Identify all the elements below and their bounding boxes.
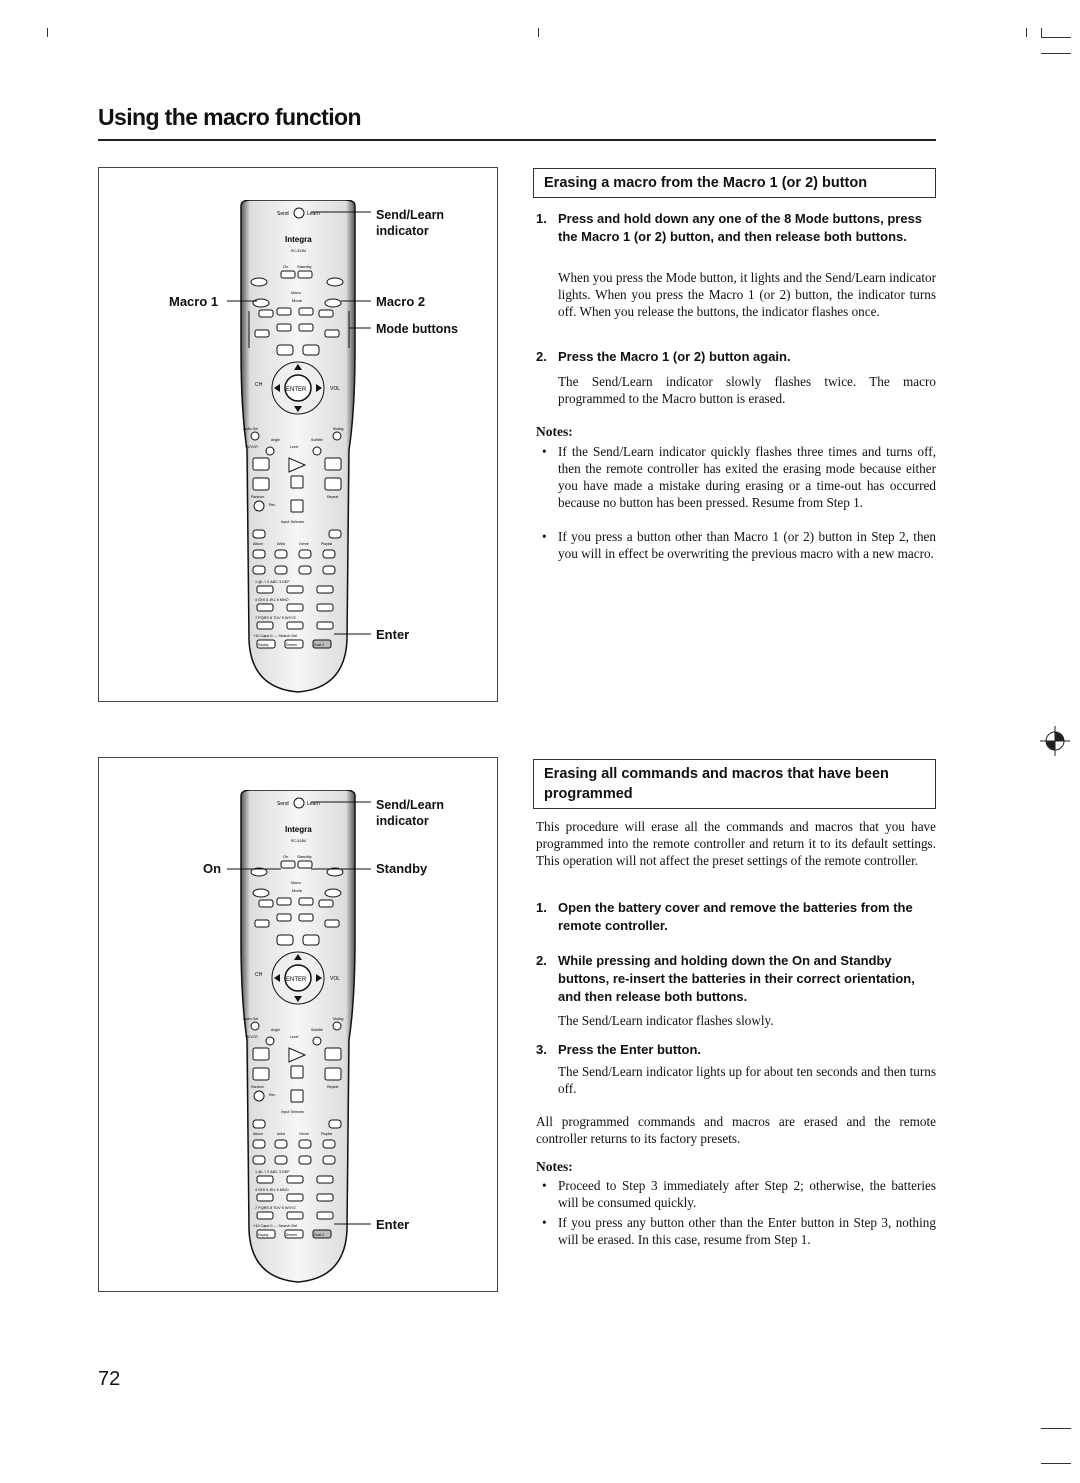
section1-step-2 [536, 348, 936, 366]
remote-angle-label: Angle [271, 1028, 280, 1032]
remote-vol-label: VOL [330, 976, 341, 982]
remote-level-label: Level [290, 1035, 299, 1039]
step-text: Open the battery cover and remove the batteries from the remote controller. [558, 900, 913, 933]
step-number: 2. [536, 953, 547, 968]
step-number: 3. [536, 1042, 547, 1057]
section2-step-2-desc: The Send/Learn indicator flashes slowly. [558, 1013, 774, 1028]
remote-dimmer-key: Dimmer [286, 1233, 298, 1237]
section1-step-1-desc: When you press the Mode button, it lights and the Send/Learn indicator lights. When you press the Macro 1 (or 2) button, the indicator turns off. When you release the buttons, the indicator flashes once. [558, 270, 936, 319]
section2-step-3 [536, 1041, 936, 1059]
remote-audio-sel-label: Audio Sel [243, 1017, 258, 1021]
page-title: Using the macro function [98, 104, 361, 130]
crop-mark [1041, 37, 1071, 38]
figure-remote-reset [98, 757, 498, 1292]
section2-intro: This procedure will erase all the commands and macros that you have programmed into the remote controller and return it to its default settings. This operation will not affect the preset settings of the remote controller. [536, 819, 936, 868]
remote-playlist-label: Playlist [321, 542, 333, 546]
note-text: Proceed to Step 3 immediately after Step 2; otherwise, the batteries will be consumed quickly. [558, 1178, 936, 1210]
page-number: 72 [98, 1368, 121, 1390]
remote-enter-key: ENTER [286, 977, 307, 983]
step-text: While pressing and holding down the On and Standby buttons, re-insert the batteries in their correct orientation, and then release both buttons. [558, 953, 915, 1004]
callout-indicator: indicator [376, 224, 429, 238]
callout-send-learn: Send/Learn [376, 798, 445, 812]
remote-keys-row1: 1 @.-'/ 2 ABC 3 DEF [255, 1170, 290, 1174]
remote-keys-row4: +10 Caps 0 --- Search Del [253, 1224, 298, 1228]
remote-macro-label: Macro [291, 291, 301, 295]
remote-keys-row3: 7 PQRS 8 TUV 9 WXYZ [255, 616, 296, 620]
note-text: If you press a button other than Macro 1 (or 2) button in Step 2, then you will in effect be overwriting the previous macro with a new macro. [558, 529, 936, 561]
section2-step-1 [536, 899, 936, 935]
remote-muting-label: Muting [333, 427, 344, 431]
section2-notes-title: Notes: [536, 1159, 573, 1174]
note-text: If the Send/Learn indicator quickly flashes three times and turns off, then the remote controller has exited the erasing mode because either you have made a mistake during erasing or a time-out has occurred because no button has been pressed. Resume from Step 1. [558, 444, 936, 510]
crop-mark [47, 28, 48, 37]
remote-rec-label: Rec [269, 1093, 276, 1097]
remote-random-label: Random [251, 495, 265, 499]
remote-macro-label: Macro [291, 881, 301, 885]
remote-dimmer-key: Dimmer [286, 643, 298, 647]
section1-note-1: • If the Send/Learn indicator quickly flashes three times and turns off, then the remote controller has exited the erasing mode because either you have made a mistake during erasing or a time-out has occurred because no button has been pressed. Resume from Step 1. [542, 444, 936, 510]
callout-lines [99, 168, 497, 701]
remote-model: RC-514M [291, 249, 306, 253]
callout-indicator: indicator [376, 814, 429, 828]
section2-outro: All programmed commands and macros are erased and the remote controller returns to its factory presets. [536, 1114, 936, 1146]
remote-repeat-label: Repeat [327, 495, 339, 499]
section1-step-1 [536, 210, 936, 246]
remote-enter-key: ENTER [286, 387, 307, 393]
registration-target-icon [1040, 726, 1070, 756]
remote-tvvcr-label: TV/VCR [245, 445, 258, 449]
section2-heading: Erasing all commands and macros that have been programmed [533, 759, 936, 809]
crop-mark [1041, 1428, 1071, 1429]
crop-mark [1041, 53, 1071, 54]
remote-album-label: Album [253, 1132, 263, 1136]
crop-mark [1026, 28, 1027, 37]
remote-send-label: Send [277, 801, 289, 807]
step-number: 1. [536, 211, 547, 226]
section2-step-2 [536, 952, 936, 1006]
section2-step-3-desc: The Send/Learn indicator lights up for about ten seconds and then turns off. [558, 1064, 936, 1096]
remote-display-key: Display [258, 1233, 269, 1237]
note-text: If you press any button other than the Enter button in Step 3, nothing will be erased. In this case, resume from Step 1. [558, 1215, 936, 1247]
remote-standby-label: Standby [297, 264, 312, 269]
remote-subtitle-label: Subtitle [311, 438, 323, 442]
remote-album-label: Album [253, 542, 263, 546]
remote-keys-row3: 7 PQRS 8 TUV 9 WXYZ [255, 1206, 296, 1210]
callout-on: On [203, 861, 222, 876]
remote-random-label: Random [251, 1085, 265, 1089]
remote-keys-row2: 4 GHI 5 JKL 6 MNO [255, 1188, 289, 1192]
section1-step-2-desc: The Send/Learn indicator slowly flashes twice. The macro programmed to the Macro button is erased. [558, 374, 936, 406]
callout-standby: Standby [376, 861, 428, 876]
remote-subtitle-label: Subtitle [311, 1028, 323, 1032]
section1-heading: Erasing a macro from the Macro 1 (or 2) button [533, 168, 936, 198]
step-text: Press the Enter button. [558, 1042, 702, 1057]
step-number: 1. [536, 900, 547, 915]
remote-genre-label: Genre [299, 542, 309, 546]
remote-level-label: Level [290, 445, 299, 449]
remote-zone-key: Zone 2 [314, 1233, 324, 1237]
remote-vol-label: VOL [330, 386, 341, 392]
remote-zone-key: Zone 2 [314, 643, 324, 647]
remote-keys-row2: 4 GHI 5 JKL 6 MNO [255, 598, 289, 602]
crop-mark [538, 28, 539, 37]
remote-input-selector-label: Input Selector [281, 1110, 305, 1114]
remote-model: RC-514M [291, 839, 306, 843]
remote-brand: Integra [285, 825, 312, 834]
remote-genre-label: Genre [299, 1132, 309, 1136]
remote-keys-row1: 1 @.-'/ 2 ABC 3 DEF [255, 580, 290, 584]
remote-learn-label: Learn [307, 801, 320, 807]
remote-angle-label: Angle [271, 438, 280, 442]
section1-note-2: • If you press a button other than Macro 1 (or 2) button in Step 2, then you will in effect be overwriting the previous macro with a new macro. [542, 529, 936, 561]
step-number: 2. [536, 349, 547, 364]
callout-lines [99, 758, 497, 1291]
callout-macro-1: Macro 1 [169, 294, 219, 309]
remote-mode-label: Mode [292, 888, 303, 893]
callout-enter: Enter [376, 1217, 410, 1232]
remote-audio-sel-label: Audio Sel [243, 427, 258, 431]
remote-artist-label: Artist [277, 542, 285, 546]
callout-macro-2: Macro 2 [376, 294, 426, 309]
remote-input-selector-label: Input Selector [281, 520, 305, 524]
crop-mark [1041, 1463, 1071, 1464]
remote-display-key: Display [258, 643, 269, 647]
section2-note-1: • Proceed to Step 3 immediately after Step 2; otherwise, the batteries will be consumed quickly. [542, 1178, 936, 1210]
figure-remote-macro [98, 167, 498, 702]
callout-send-learn: Send/Learn [376, 208, 445, 222]
remote-tvvcr-label: TV/VCR [245, 1035, 258, 1039]
remote-learn-label: Learn [307, 211, 320, 217]
remote-send-label: Send [277, 211, 289, 217]
remote-standby-label: Standby [297, 854, 312, 859]
remote-on-label: On [283, 264, 289, 269]
remote-brand: Integra [285, 235, 312, 244]
remote-repeat-label: Repeat [327, 1085, 339, 1089]
remote-keys-row4: +10 Caps 0 --- Search Del [253, 634, 298, 638]
callout-enter: Enter [376, 627, 410, 642]
title-rule [98, 139, 936, 141]
crop-mark [1041, 28, 1042, 37]
section2-note-2: • If you press any button other than the Enter button in Step 3, nothing will be erased. In this case, resume from Step 1. [542, 1215, 936, 1247]
step-text: Press the Macro 1 (or 2) button again. [558, 349, 791, 364]
remote-muting-label: Muting [333, 1017, 344, 1021]
remote-ch-label: CH [255, 382, 263, 388]
remote-playlist-label: Playlist [321, 1132, 333, 1136]
section1-notes-title: Notes: [536, 424, 573, 439]
remote-mode-label: Mode [292, 298, 303, 303]
remote-artist-label: Artist [277, 1132, 285, 1136]
remote-rec-label: Rec [269, 503, 276, 507]
step-text: Press and hold down any one of the 8 Mode buttons, press the Macro 1 (or 2) button, and then release both buttons. [558, 211, 923, 244]
callout-mode-buttons: Mode buttons [376, 322, 458, 336]
remote-on-label: On [283, 854, 289, 859]
remote-ch-label: CH [255, 972, 263, 978]
